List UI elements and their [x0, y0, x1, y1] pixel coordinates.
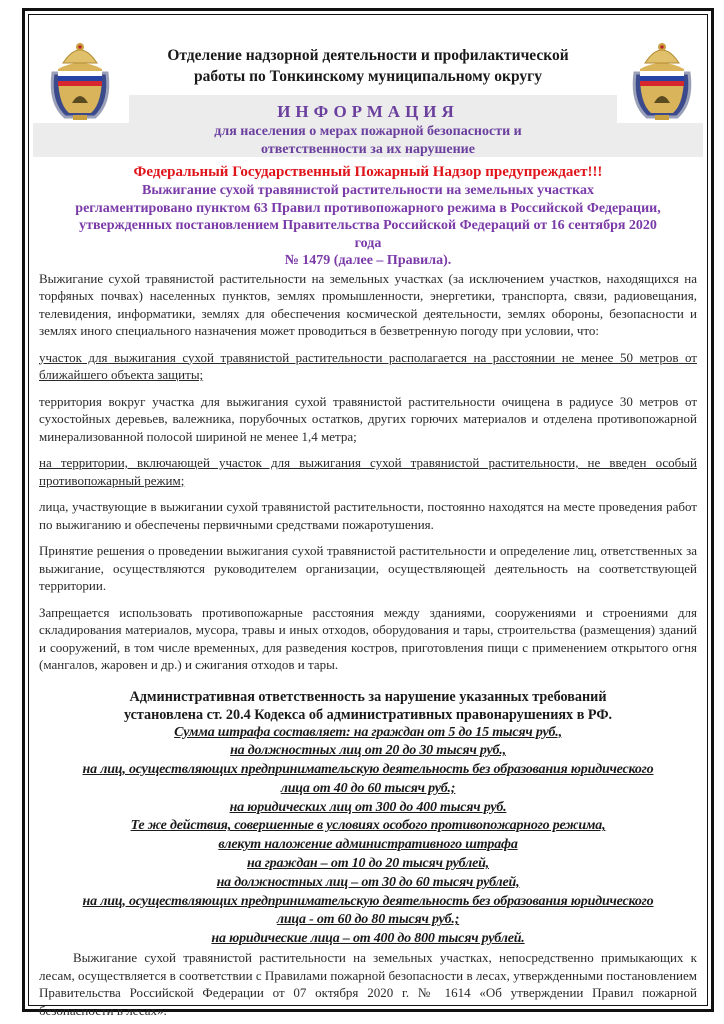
paragraph-decision-responsibility: Принятие решения о проведении выжигания сухой травянистой растительности и определение лиц, ответственных за выжигание, осуществляются руководителем организации, осуществляющей деятельность на соответствующей территории. — [39, 543, 697, 593]
fine-line: лица от 40 до 60 тысяч руб.; — [280, 780, 456, 796]
paragraph-condition-no-special-regime: на территории, включающей участок для выжигания сухой травянистой растительности, не введен особый противопожарный режим; — [39, 455, 697, 488]
info-title: ИНФОРМАЦИЯ — [277, 102, 459, 121]
fine-line: на лиц, осуществляющих предпринимательскую деятельность без образования юридического — [82, 893, 654, 909]
administrative-liability-heading — [37, 688, 699, 724]
regulation-line: утвержденных постановлением Правительства Российской Федераций от 16 сентября 2020 — [79, 218, 657, 233]
fine-line: на юридических лиц от 300 до 400 тысяч руб. — [229, 799, 507, 815]
info-subtitle-line-2: ответственности за их нарушение — [261, 142, 475, 157]
document-inner-frame — [28, 14, 708, 1018]
warning-heading: Федеральный Государственный Пожарный Надзор предупреждает!!! — [133, 164, 603, 180]
paragraph-condition-distance: участок для выжигания сухой травянистой растительности располагается на расстоянии не менее 50 метров от ближайшего объекта защиты; — [39, 349, 697, 382]
fine-line: влекут наложение административного штрафа — [218, 837, 518, 853]
fine-line: Сумма штрафа составляет: на граждан от 5 до 15 тысяч руб., — [174, 724, 562, 740]
regulation-line: года — [354, 235, 382, 251]
document-content — [37, 15, 699, 1019]
fines-list — [37, 724, 699, 950]
paragraph-prohibition: Запрещается использовать противопожарные расстояния между зданиями, сооружениями и строениями для складирования материалов, мусора, травы и иных отходов, оборудования и тары, строительства (размещения) зданий и сооружений, в том числе временных, для разведения костров, приготовления пищи с применением открытого огня (мангалов, жаровен и др.) и сжигания отходов и тары. — [39, 604, 697, 672]
regulation-line: Выжигание сухой травянистой растительности на земельных участках — [142, 183, 594, 198]
fine-line: на лиц, осуществляющих предпринимательскую деятельность без образования юридического — [82, 762, 654, 778]
administrative-line-1: Административная ответственность за нарушение указанных требований — [129, 688, 607, 705]
fine-line: на должностных лиц – от 30 до 60 тысяч рублей, — [216, 874, 520, 890]
fine-line: лица - от 60 до 80 тысяч руб.; — [276, 912, 460, 928]
fine-line: на должностных лиц от 20 до 30 тысяч руб., — [230, 743, 506, 759]
paragraph-forest-rules: Выжигание сухой травянистой растительности на земельных участках, непосредственно примыкающих к лесам, осуществляется в соответствии с Правилами пожарной безопасности в лесах, утвержденными постановлением Правительства Российской Федерации от 07 октября 2020 г. № 1614 «Об утверждении Правил пожарной безопасности в лесах». — [39, 950, 697, 1018]
organization-line-1: Отделение надзорной деятельности и профилактической — [167, 47, 569, 64]
fine-line: Те же действия, совершенные в условиях особого противопожарного режима, — [130, 818, 606, 834]
regulation-block — [37, 182, 699, 270]
organization-heading — [37, 45, 699, 87]
paragraph-conditions-intro: Выжигание сухой травянистой растительности на земельных участках (за исключением участков, находящихся на торфяных почвах) населенных пунктов, землях промышленности, энергетики, транспорта, связи, радиовещания, телевидения, информатики, землях для обеспечения космической деятельности, землях обороны, безопасности и землях иного специального назначения может проводиться в безветренную погоду при условии, что: — [39, 270, 697, 338]
regulation-line: № 1479 (далее – Правила). — [284, 253, 452, 268]
administrative-line-2: установлена ст. 20.4 Кодекса об административных правонарушениях в РФ. — [123, 706, 613, 723]
paragraph-condition-persons-present: лица, участвующие в выжигании сухой травянистой растительности, постоянно находятся на месте проведения работ по выжиганию и обеспечены первичными средствами пожаротушения. — [39, 499, 697, 532]
info-subtitle-line-1: для населения о мерах пожарной безопасности и — [214, 124, 522, 139]
document-frame — [22, 8, 714, 1018]
fine-line: на граждан – от 10 до 20 тысяч рублей, — [247, 856, 489, 872]
fine-line: на юридические лица – от 400 до 800 тысяч рублей. — [211, 931, 525, 947]
paragraph-condition-cleared-area: территория вокруг участка для выжигания сухой травянистой растительности очищена в радиусе 30 метров от сухостойных деревьев, валежника, порубочных остатков, других горючих материалов и отделена противопожарной минерализованной полосой шириной не менее 1,4 метра; — [39, 393, 697, 444]
organization-line-2: работы по Тонкинскому муниципальному округу — [194, 68, 542, 85]
regulation-line: регламентировано пунктом 63 Правил противопожарного режима в Российской Федерации, — [75, 200, 661, 216]
